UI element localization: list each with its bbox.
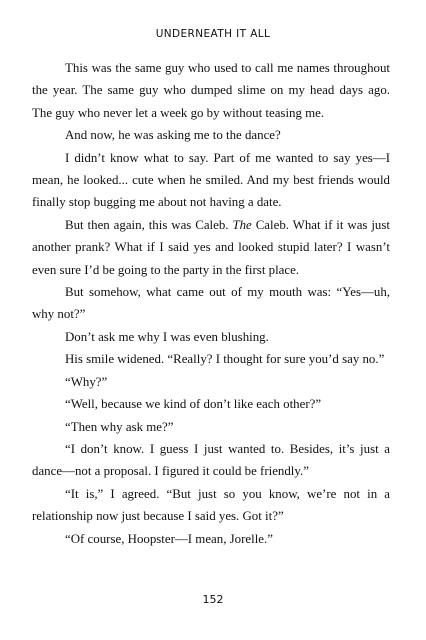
page-body-text xyxy=(32,57,390,550)
paragraph: “I don’t know. I guess I just wanted to. Besides, it’s just a dance—not a proposal. I figured it could be friendly.” xyxy=(32,441,390,479)
paragraph: Don’t ask me why I was even blushing. xyxy=(65,329,269,344)
italic-emphasis: The xyxy=(232,217,252,232)
paragraph: This was the same guy who used to call me names throughout the year. The same guy who dumped slime on my head days ago. The guy who never let a week go by without teasing me. xyxy=(32,61,390,120)
paragraph: I didn’t know what to say. Part of me wanted to say yes—I mean, he looked... cute when he smiled. And my best friends would finally stop bugging me about not having a date. xyxy=(32,150,390,210)
paragraph: His smile widened. “Really? I thought for sure you’d say no.” xyxy=(65,352,385,367)
paragraph: And now, he was asking me to the dance? xyxy=(65,128,281,143)
paragraph-text: But then again, this was Caleb. xyxy=(65,217,233,232)
paragraph: “Well, because we kind of don’t like each other?” xyxy=(65,397,322,412)
paragraph: “Of course, Hoopster—I mean, Jorelle.” xyxy=(65,531,273,546)
paragraph: But somehow, what came out of my mouth was: “Yes—uh, why not?” xyxy=(32,285,390,322)
paragraph-text: Caleb. What if it was just another prank? What if I said yes and looked stupid later? I wasn’t even sure I’d be going to the party in the first place. xyxy=(32,217,390,277)
paragraph xyxy=(32,214,390,281)
paragraph: “Then why ask me?” xyxy=(65,419,174,434)
paragraph: “It is,” I agreed. “But just so you know, we’re not in a relationship now just because I said yes. Got it?” xyxy=(32,486,390,524)
running-header: UNDERNEATH IT ALL xyxy=(155,28,271,40)
paragraph: “Why?” xyxy=(65,374,108,389)
page-number: 152 xyxy=(202,593,224,606)
